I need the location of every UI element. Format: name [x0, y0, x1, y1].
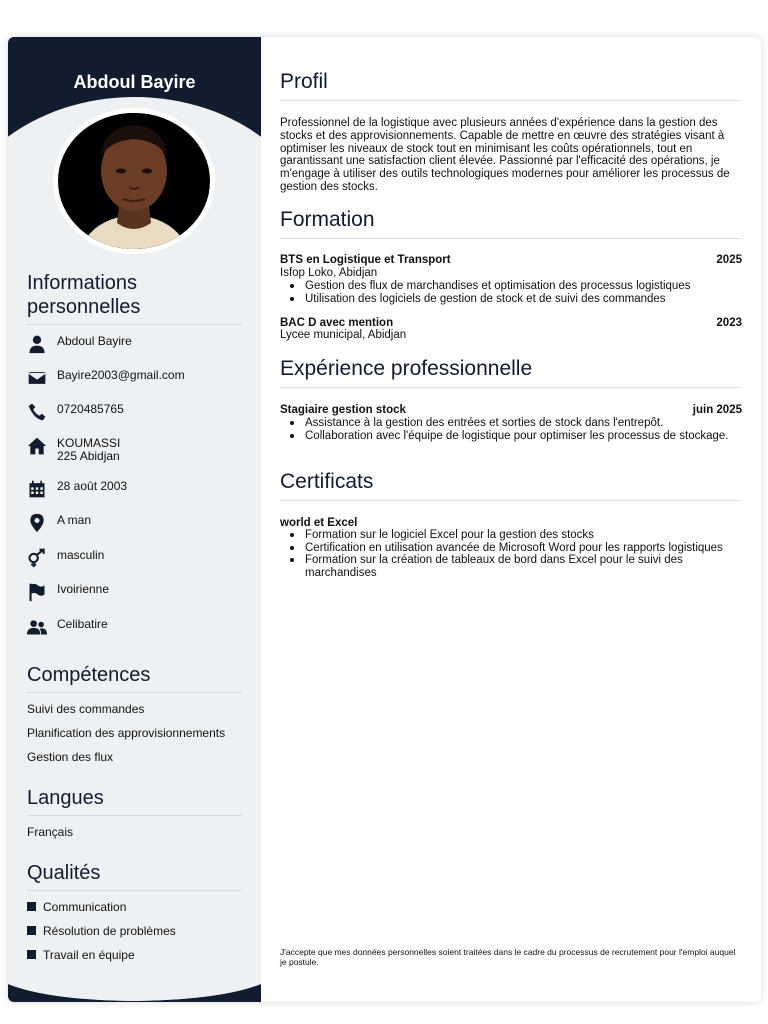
education-date: 2025: [716, 254, 742, 266]
flag-icon: [27, 582, 47, 602]
resume-page: [8, 37, 761, 1002]
sidebar: [8, 37, 261, 1002]
quality-item: Résolution de problèmes: [27, 924, 176, 938]
sidebar-footer-curve: [8, 984, 261, 1002]
experience-title: Stagiaire gestion stock: [280, 404, 406, 416]
education-heading: Formation: [280, 208, 742, 239]
list-item: Utilisation des logiciels de gestion de stock et de suivi des commandes: [305, 293, 742, 306]
list-item: Certification en utilisation avancée de Microsoft Word pour les rapports logistiques: [305, 542, 742, 555]
experience-date: juin 2025: [692, 404, 742, 416]
qualities-heading: Qualités: [27, 861, 242, 891]
info-row-gender: masculin: [27, 547, 247, 571]
education-bullets: [305, 280, 742, 305]
info-row-marital-status: Celibatire: [27, 616, 247, 640]
info-row-nationality: Ivoirienne: [27, 581, 247, 605]
language-item: Français: [27, 825, 74, 839]
personal-info-heading: Informations personnelles: [27, 271, 242, 325]
education-title: BAC D avec mention: [280, 317, 394, 329]
experience-heading: Expérience professionnelle: [280, 357, 742, 388]
profile-photo-image: [58, 113, 210, 249]
info-row-phone: 0720485765: [27, 401, 247, 425]
education-school: Isfop Loko, Abidjan: [280, 267, 378, 279]
education-date: 2023: [716, 317, 742, 329]
map-pin-icon: [27, 513, 47, 533]
profile-text: Professionnel de la logistique avec plusieurs années d'expérience dans la gestion des stocks et des approvisionnements. Capable de mettre en œuvre des stratégies visant à optimiser les niveaux de stock tout en minimisant les coûts opérationnels, tout en garantissant une satisfaction client élevée. Passionné par l'efficacité des opérations, je m'engage à utiliser des outils technologiques modernes pour améliorer les processus de gestion des stocks.: [280, 117, 730, 193]
info-row-email: Bayire2003@gmail.com: [27, 367, 247, 391]
list-item: Formation sur le logiciel Excel pour la gestion des stocks: [305, 529, 742, 542]
person-icon: [27, 334, 47, 354]
quality-item: Travail en équipe: [27, 948, 135, 962]
profile-heading: Profil: [280, 70, 742, 101]
list-item: Assistance à la gestion des entrées et sorties de stock dans l'entrepôt.: [305, 417, 742, 430]
consent-statement: J'accepte que mes données personnelles soient traitées dans le cadre du processus de recrutement pour l'emploi auquel je postule.: [280, 947, 736, 967]
calendar-icon: [27, 479, 47, 499]
certificate-title: world et Excel: [280, 517, 358, 529]
list-item: Collaboration avec l'équipe de logistique pour optimiser les processus de stockage.: [305, 430, 742, 443]
skill-item: Gestion des flux: [27, 750, 114, 764]
users-icon: [27, 617, 47, 637]
info-row-name: Abdoul Bayire: [27, 333, 247, 357]
certificates-heading: Certificats: [280, 470, 742, 501]
skills-heading: Compétences: [27, 663, 242, 693]
info-row-birthplace: A man: [27, 512, 247, 536]
list-item: Formation sur la création de tableaux de bord dans Excel pour le suivi des marchandises: [305, 554, 742, 579]
home-icon: [27, 436, 47, 456]
envelope-icon: [27, 368, 47, 388]
list-item: Gestion des flux de marchandises et optimisation des processus logistiques: [305, 280, 742, 293]
education-title: BTS en Logistique et Transport: [280, 254, 451, 266]
gender-icon: [27, 548, 47, 568]
profile-photo: [53, 108, 215, 254]
phone-icon: [27, 402, 47, 422]
quality-item: Communication: [27, 900, 126, 914]
experience-bullets: [305, 417, 742, 442]
education-school: Lycee municipal, Abidjan: [280, 329, 407, 341]
candidate-name: Abdoul Bayire: [73, 72, 196, 92]
info-row-address: KOUMASSI 225 Abidjan: [27, 435, 247, 465]
skill-item: Suivi des commandes: [27, 702, 145, 716]
skill-item: Planification des approvisionnements: [27, 726, 226, 740]
info-row-birthdate: 28 août 2003: [27, 478, 247, 502]
certificate-bullets: [305, 529, 742, 579]
languages-heading: Langues: [27, 786, 242, 816]
